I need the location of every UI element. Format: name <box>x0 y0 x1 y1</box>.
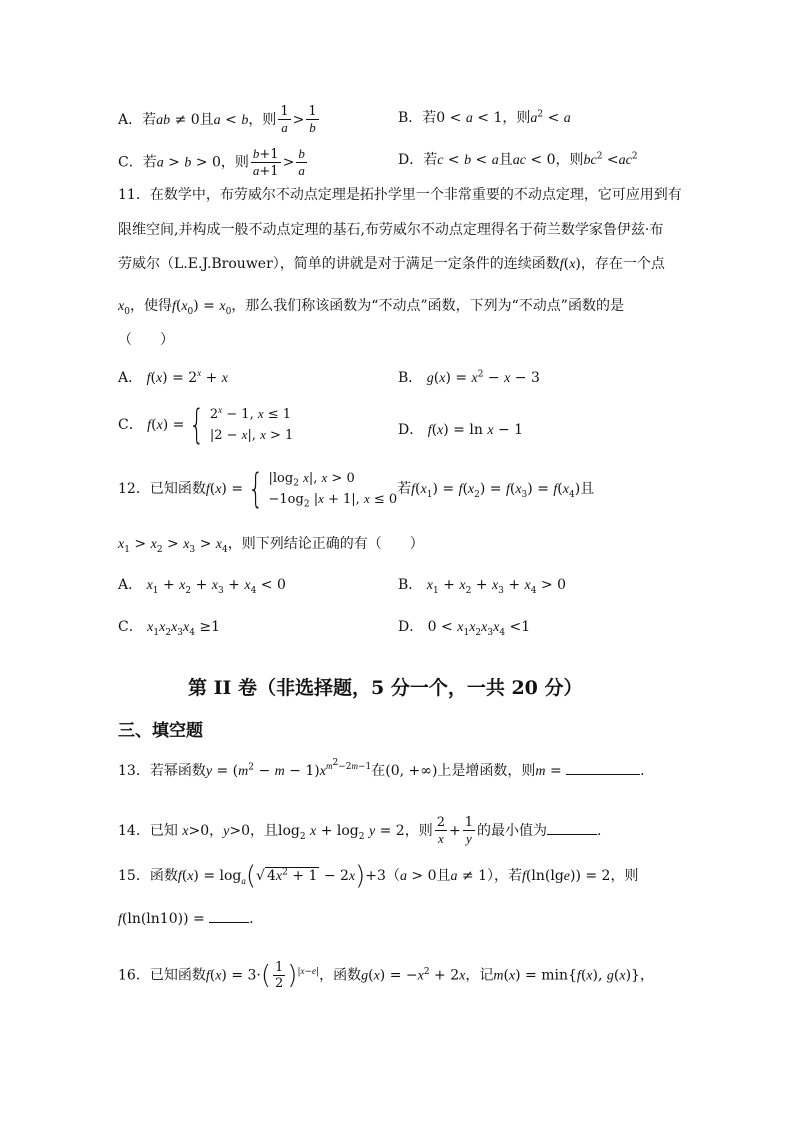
q10-option-a: A．若ab ≠ 0且a < b，则 $\frac{1}{a}$ > $\frac{1}{b}$ <box>118 104 317 135</box>
q11-option-b: B． $g(x) = x^2 - x - 3$ <box>398 369 540 386</box>
q14: 14．已知 x>0，y>0，且$\log_2 x + \log_2 y = 2$，则 $\frac{2}{x}$ + $\frac{1}{y}$ 的最小值为 . <box>118 815 602 846</box>
q12-stem: 12．已知函数f(x) = { $|\log_2$ x|, x > 0 $-1og_2$ |x + 1|, x ≤ 0 若$f(x_1) = f(x_2) = f(x_3) = f(x_4)$且 <box>118 466 595 512</box>
q12-option-b: B． $x_1 + x_2 + x_3 + x_4 > 0$ <box>398 577 567 596</box>
section-heading: 三、填空题 <box>118 721 203 741</box>
q11-answer-paren: （ ） <box>118 332 174 348</box>
q10-option-d: D．若c < b < a且ac < 0，则$bc^2 <ac^2$ <box>398 151 638 168</box>
q13-answer-blank[interactable] <box>566 760 640 775</box>
q10-option-c: C．若a > b > 0，则 $\frac{b+1}{a+1}$ > $\frac{b}{a}$ <box>118 146 305 179</box>
q12-option-a: A． $x_1 + x_2 + x_3 + x_4 < 0$ <box>118 577 286 596</box>
q11-line-2: 限维空间,并构成一般不动点定理的基石,布劳威尔不动点定理得名于荷兰数学家鲁伊兹·布 <box>118 222 664 238</box>
q12-option-d: D． $0 < x_1x_2x_3x_4 <1$ <box>398 619 531 638</box>
q15-answer-blank[interactable] <box>209 908 249 923</box>
q11-option-c: C． f(x) = { $2^x - 1$, x ≤ 1 |2 − x|, x > 1 <box>118 402 294 448</box>
q15-line-2: f(ln(ln10)) = . <box>118 908 254 930</box>
q11-line-1: 11．在数学中，布劳威尔不动点定理是拓扑学里一个非常重要的不动点定理，它可应用到有 <box>118 187 682 203</box>
part-title: 第 II 卷（非选择题，5 分一个，一共 20 分） <box>188 677 583 699</box>
q14-answer-blank[interactable] <box>547 820 597 835</box>
q11-option-d: D． f(x) = ln x − 1 <box>398 422 524 438</box>
q16: 16．已知函数f(x) = 3·( $\frac{1}{2}$ )$^{|x-e|}$，函数$g(x) = -x^2 + 2x$，记m(x) = min{f(x), g(x)}， <box>118 960 654 991</box>
q13: 13．若幂函数$y = (m^2 - m - 1)x^{m^2-2m-1}$在(0, +∞)上是增函数，则m = . <box>118 758 645 779</box>
q12-option-c: C． $x_1x_2x_3x_4 \ge 1$ <box>118 619 221 638</box>
q11-option-a: A． $f(x) = 2^x + x$ <box>118 368 229 386</box>
q11-line-3: 劳威尔（L.E.J.Brouwer），简单的讲就是对于满足一定条件的连续函数f(x)，存在一个点 <box>118 256 665 272</box>
q15: 15．函数$f(x) = \log_a(√$ $4x^2 + 1 - 2x)+3(a > 0$且a ≠ 1），若f(ln(lge)) = 2，则 <box>118 861 639 891</box>
q10-option-b: B．若0 < a < 1，则$a^2 < a$ <box>398 109 571 126</box>
q11-line-4: $x_0$，使得$f(x_0) = x_0$，那么我们称该函数为“不动点”函数，下列为“不动点”函数的是 <box>118 298 624 317</box>
q12-line-2: $x_1 > x_2 > x_3 > x_4$，则下列结论正确的有（ ） <box>118 536 424 555</box>
